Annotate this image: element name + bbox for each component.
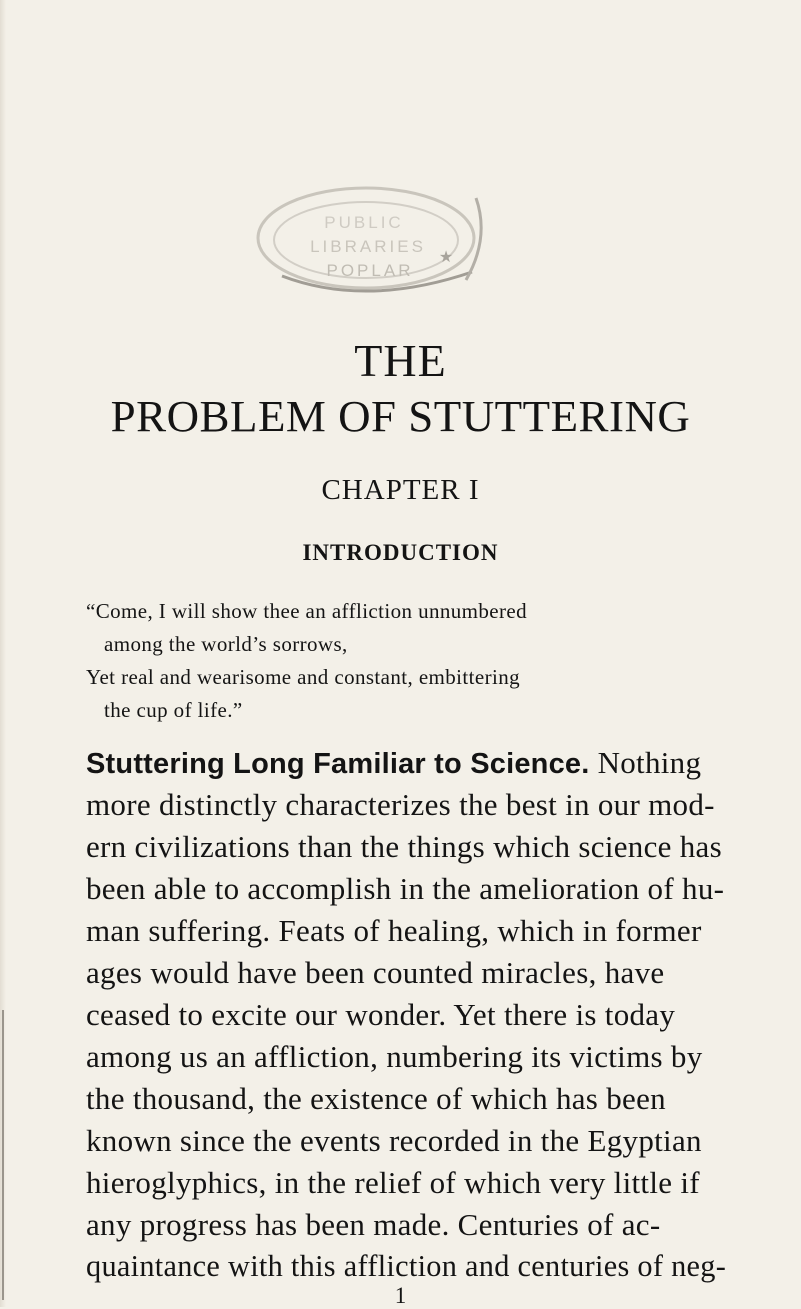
stamp-text-libraries: LIBRARIES: [310, 237, 426, 256]
body-line: man suffering. Feats of healing, which in former: [86, 913, 702, 948]
title-the: THE: [354, 335, 447, 386]
star-icon: ★: [438, 249, 454, 266]
section-heading: INTRODUCTION: [302, 540, 499, 565]
binding-shadow: [2, 1010, 4, 1300]
book-title: PROBLEM OF STUTTERING: [110, 391, 691, 441]
page-number: 1: [394, 1283, 407, 1308]
epigraph-line: Yet real and wearisome and constant, embittering: [86, 665, 521, 689]
body-line: hieroglyphics, in the relief of which very little if: [86, 1165, 700, 1200]
chapter-heading: CHAPTER I: [321, 474, 480, 506]
body-line: more distinctly characterizes the best in our mod-: [86, 787, 715, 822]
body-line: known since the events recorded in the Egyptian: [86, 1123, 702, 1158]
library-stamp: [246, 168, 492, 300]
body-line: among us an affliction, numbering its victims by: [86, 1039, 703, 1074]
stamp-text-poplar: POPLAR: [326, 261, 414, 280]
first-line-rest: Nothing: [597, 745, 702, 780]
epigraph-line: among the world’s sorrows,: [104, 632, 348, 656]
body-line: been able to accomplish in the amelioration of hu-: [86, 871, 725, 906]
body-line: ceased to excite our wonder. Yet there is today: [86, 997, 676, 1032]
body-line: the thousand, the existence of which has been: [86, 1081, 666, 1116]
epigraph-line: the cup of life.”: [104, 698, 243, 722]
paragraph-lead-in: Stuttering Long Familiar to Science.: [86, 748, 590, 780]
body-line: ages would have been counted miracles, have: [86, 955, 665, 990]
body-line: quaintance with this affliction and centuries of neg-: [86, 1249, 727, 1283]
epigraph-line: “Come, I will show thee an affliction unnumbered: [86, 599, 528, 623]
body-line: ern civilizations than the things which science has: [86, 829, 722, 864]
stamp-text-public: PUBLIC: [324, 213, 404, 232]
body-line: any progress has been made. Centuries of ac-: [86, 1207, 661, 1242]
body-first-line: [86, 745, 701, 781]
